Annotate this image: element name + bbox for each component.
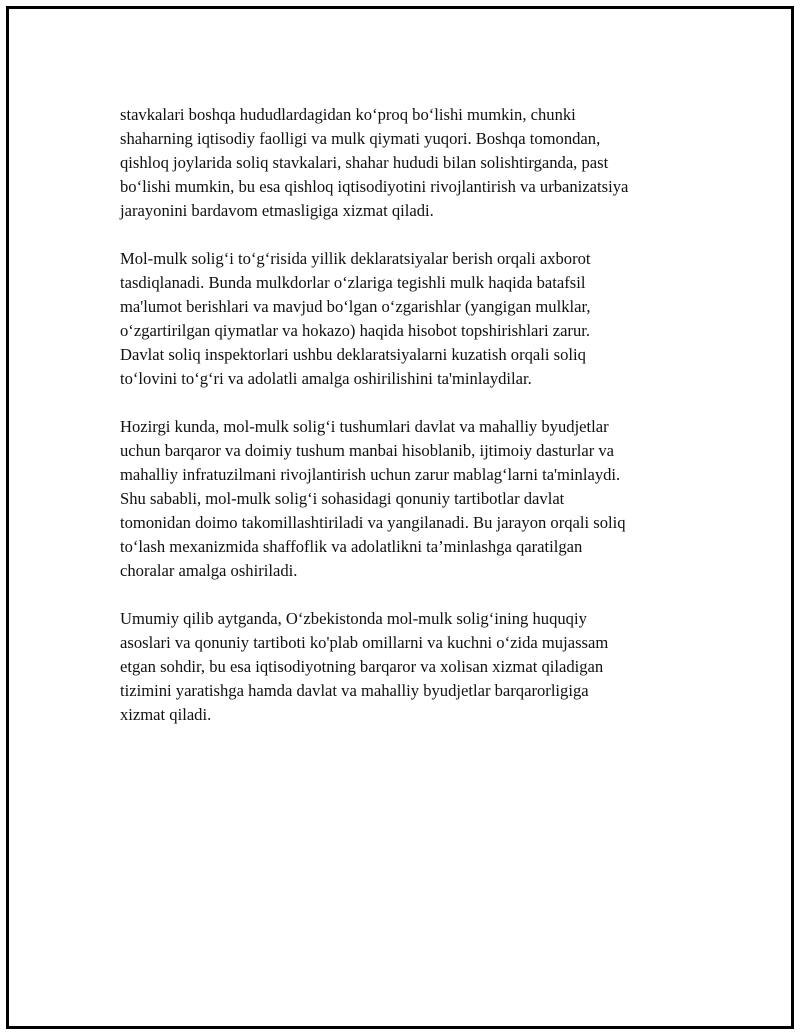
text-line: ma'lumot berishlari va mavjud bo‘lgan o‘zgarishlar (yangigan mulklar,	[120, 297, 591, 316]
text-line: Mol-mulk solig‘i to‘g‘risida yillik deklaratsiyalar berish orqali axborot	[120, 249, 591, 268]
text-line: choralar amalga oshiriladi.	[120, 561, 298, 580]
text-line: xizmat qiladi.	[120, 705, 212, 724]
text-line: Shu sababli, mol-mulk solig‘i sohasidagi qonuniy tartibotlar davlat	[120, 489, 565, 508]
text-line: shaharning iqtisodiy faolligi va mulk qiymati yuqori. Boshqa tomondan,	[120, 129, 601, 148]
text-line: Umumiy qilib aytganda, O‘zbekistonda mol-mulk solig‘ining huquqiy	[120, 609, 587, 628]
text-line: etgan sohdir, bu esa iqtisodiyotning barqaror va xolisan xizmat qiladigan	[120, 657, 604, 676]
paragraph-4	[120, 607, 705, 727]
text-line: o‘zgartirilgan qiymatlar va hokazo) haqida hisobot topshirishlari zarur.	[120, 321, 591, 340]
text-line: bo‘lishi mumkin, bu esa qishloq iqtisodiyotini rivojlantirish va urbanizatsiya	[120, 177, 629, 196]
paragraph-2	[120, 247, 705, 391]
text-line: Davlat soliq inspektorlari ushbu deklaratsiyalarni kuzatish orqali soliq	[120, 345, 586, 364]
text-line: qishloq joylarida soliq stavkalari, shahar hududi bilan solishtirganda, past	[120, 153, 609, 172]
text-line: to‘lash mexanizmida shaffoflik va adolatlikni ta’minlashga qaratilgan	[120, 537, 583, 556]
paragraph-1	[120, 103, 705, 223]
document-body	[120, 103, 705, 751]
text-line: tizimini yaratishga hamda davlat va mahalliy byudjetlar barqarorligiga	[120, 681, 589, 700]
text-line: Hozirgi kunda, mol-mulk solig‘i tushumlari davlat va mahalliy byudjetlar	[120, 417, 609, 436]
text-line: tasdiqlanadi. Bunda mulkdorlar o‘zlariga tegishli mulk haqida batafsil	[120, 273, 586, 292]
text-line: jarayonini bardavom etmasligiga xizmat qiladi.	[120, 201, 434, 220]
text-line: mahalliy infratuzilmani rivojlantirish uchun zarur mablag‘larni ta'minlaydi.	[120, 465, 621, 484]
paragraph-3	[120, 415, 705, 583]
page-frame	[6, 6, 794, 1029]
text-line: stavkalari boshqa hududlardagidan ko‘proq bo‘lishi mumkin, chunki	[120, 105, 576, 124]
text-line: to‘lovini to‘g‘ri va adolatli amalga oshirilishini ta'minlaydilar.	[120, 369, 532, 388]
text-line: asoslari va qonuniy tartiboti ko'plab omillarni va kuchni o‘zida mujassam	[120, 633, 609, 652]
text-line: tomonidan doimo takomillashtiriladi va yangilanadi. Bu jarayon orqali soliq	[120, 513, 626, 532]
text-line: uchun barqaror va doimiy tushum manbai hisoblanib, ijtimoiy dasturlar va	[120, 441, 615, 460]
